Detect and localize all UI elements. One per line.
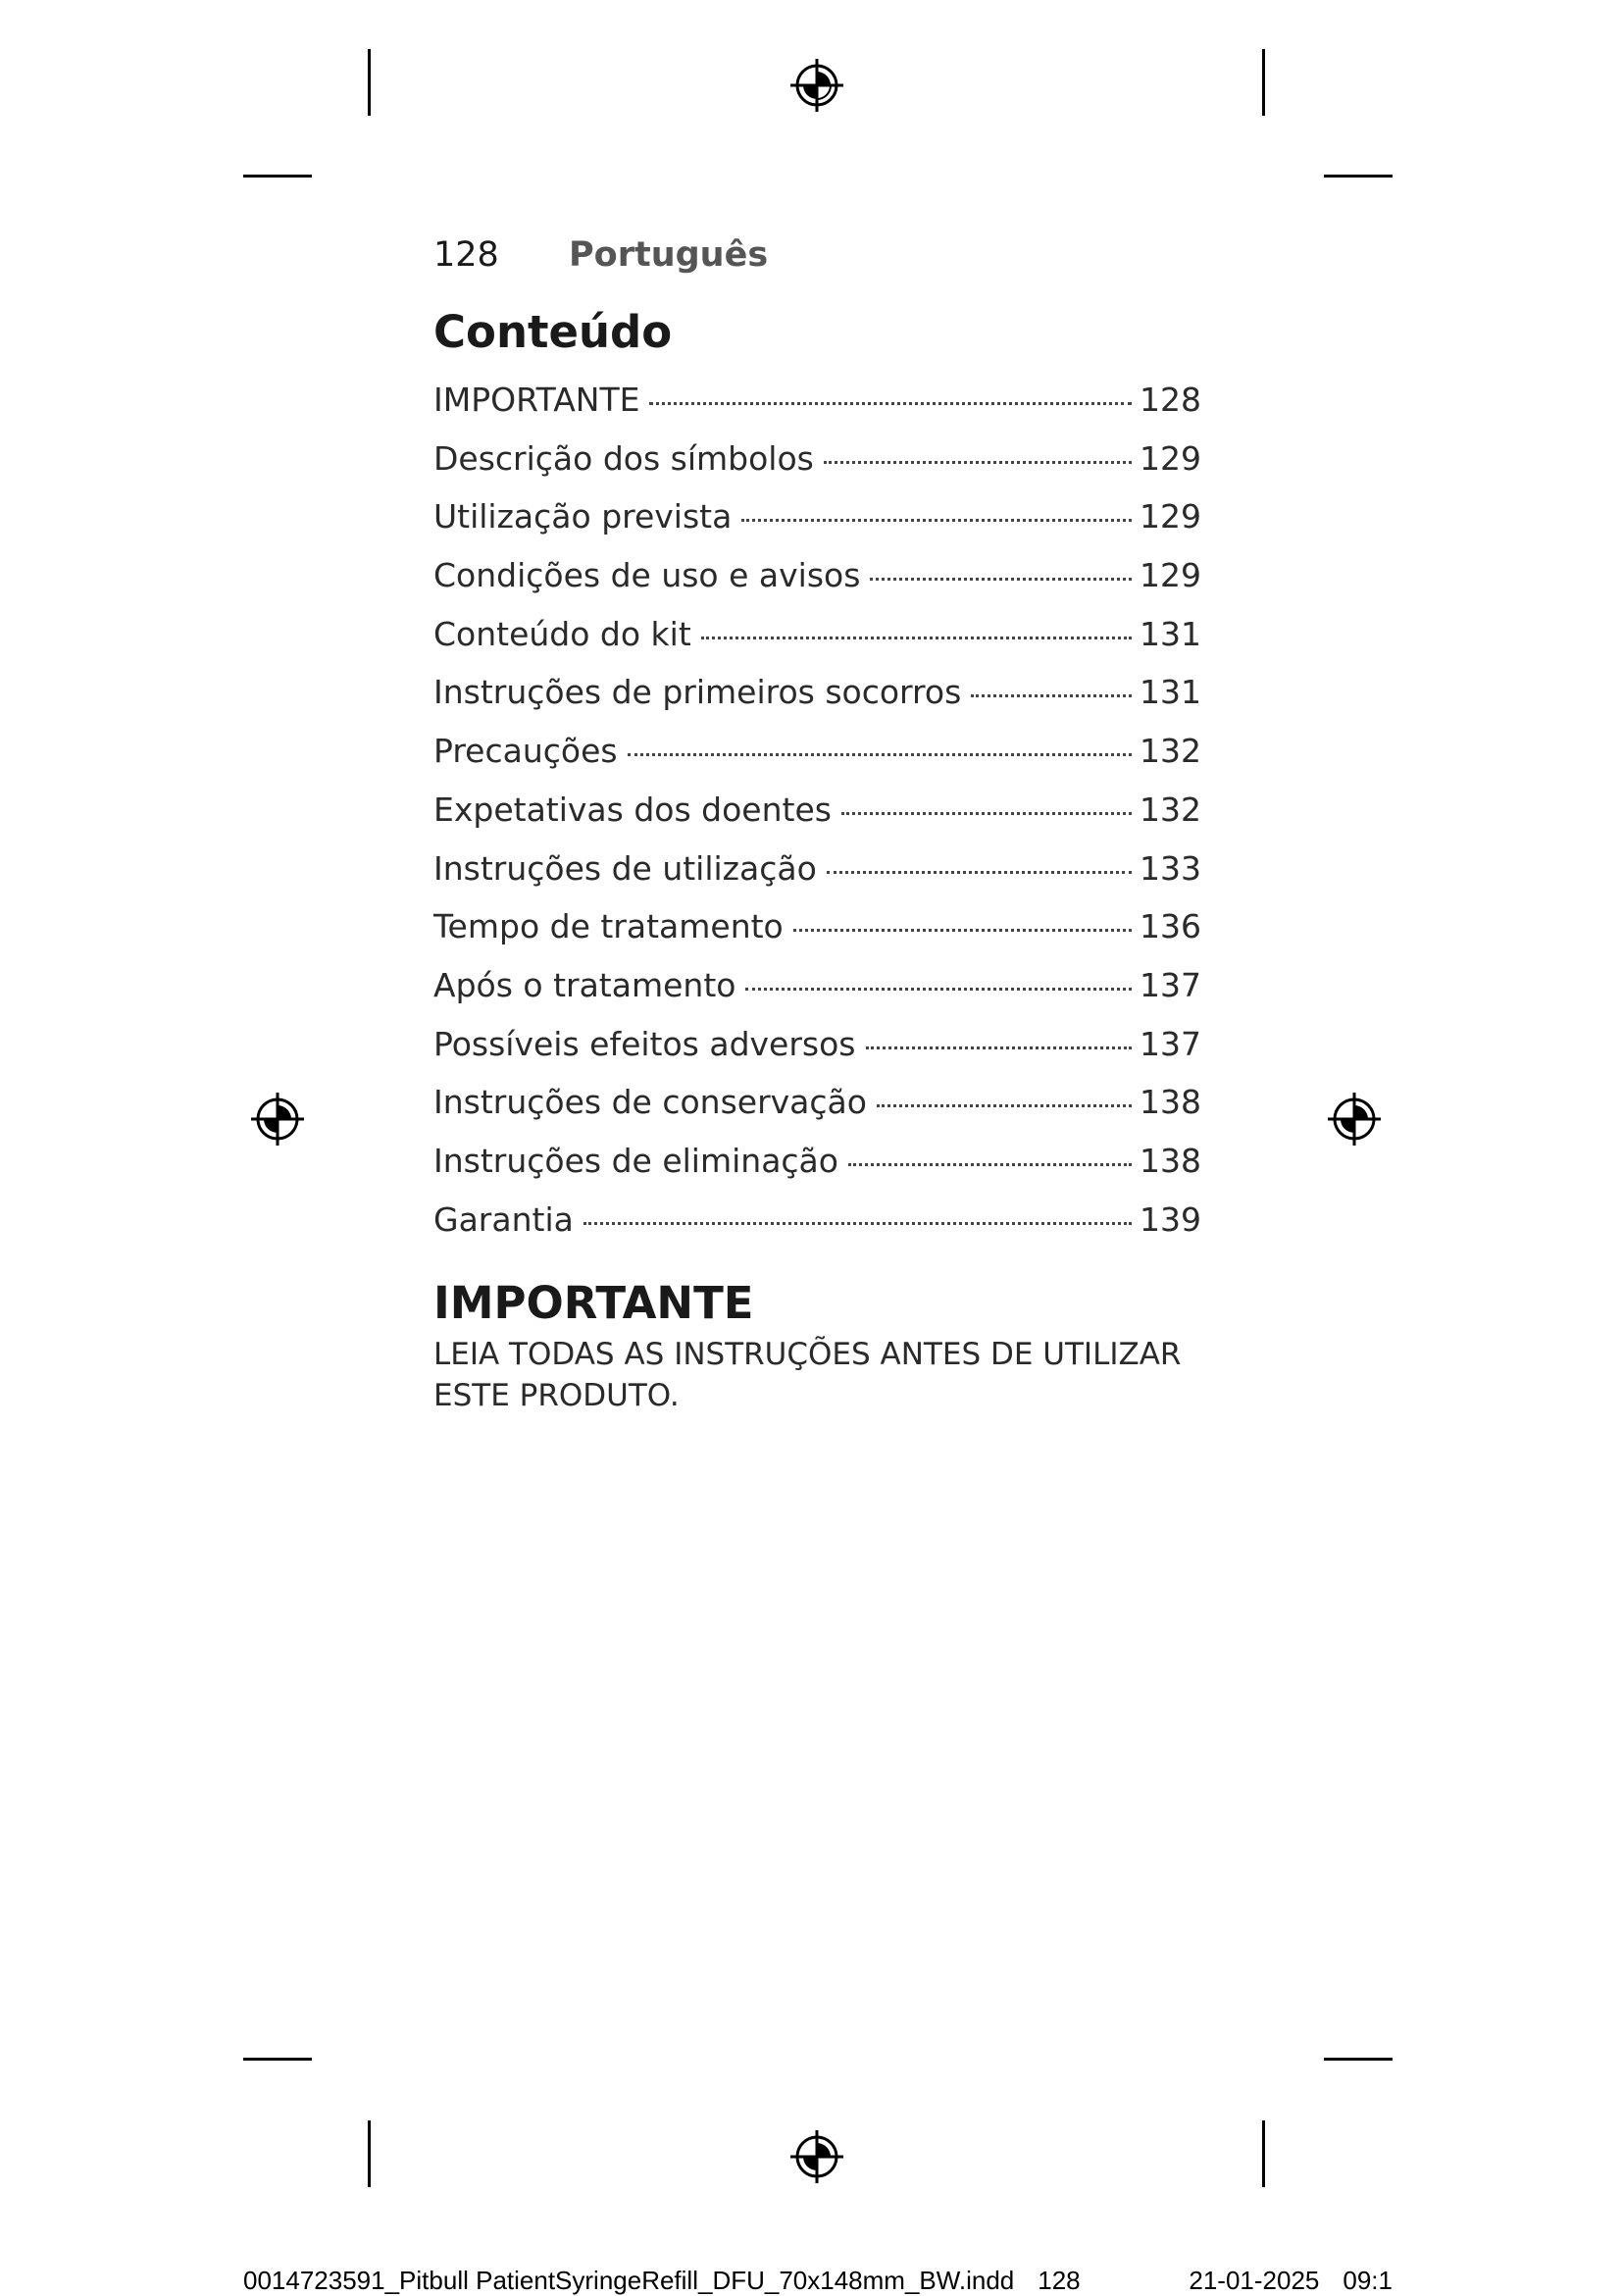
crop-mark-top-left-vertical [368, 49, 371, 116]
toc-leader-dots [741, 519, 1132, 522]
toc-leader-dots [827, 871, 1132, 874]
toc-entry [433, 673, 1201, 732]
toc-entry-page: 138 [1140, 1083, 1201, 1122]
toc-entry [433, 381, 1201, 439]
toc-leader-dots [701, 637, 1132, 639]
slug-date: 21-01-2025 [1189, 2266, 1320, 2295]
toc-entry [433, 907, 1201, 966]
toc-leader-dots [870, 578, 1132, 581]
toc-entry-page: 137 [1140, 1024, 1201, 1063]
table-of-contents [433, 381, 1201, 1258]
toc-entry [433, 965, 1201, 1025]
toc-leader-dots [824, 461, 1132, 464]
toc-leader-dots [848, 1163, 1132, 1166]
crop-mark-bottom-right-horizontal [1324, 2058, 1393, 2061]
toc-entry-label: Expetativas dos doentes [433, 790, 832, 829]
toc-entry [433, 1141, 1201, 1200]
toc-entry-label: Conteúdo do kit [433, 614, 691, 653]
important-heading: IMPORTANTE [433, 1277, 754, 1329]
toc-entry-page: 138 [1140, 1141, 1201, 1180]
language-label: Português [569, 235, 769, 275]
running-head [433, 235, 768, 275]
toc-entry [433, 1024, 1201, 1084]
toc-title: Conteúdo [433, 306, 673, 358]
toc-entry-page: 139 [1140, 1199, 1201, 1239]
toc-entry [433, 556, 1201, 615]
toc-leader-dots [583, 1222, 1132, 1225]
crop-mark-bottom-left-vertical [368, 2120, 371, 2187]
toc-leader-dots [628, 753, 1132, 756]
crop-mark-top-right-vertical [1262, 49, 1265, 116]
page-number: 128 [433, 235, 499, 275]
slug-filename: 0014723591_Pitbull PatientSyringeRefill_DFU_70x148mm_BW.indd [243, 2266, 1015, 2295]
toc-entry-label: Possíveis efeitos adversos [433, 1024, 856, 1063]
toc-leader-dots [745, 988, 1132, 991]
toc-leader-dots [649, 402, 1132, 405]
toc-entry-label: Garantia [433, 1199, 574, 1239]
important-notice: LEIA TODAS AS INSTRUÇÕES ANTES DE UTILIZAR ESTE PRODUTO. [433, 1337, 1182, 1413]
toc-leader-dots [877, 1104, 1132, 1107]
toc-entry [433, 438, 1201, 498]
registration-target-icon [249, 1091, 306, 1148]
crop-mark-bottom-right-vertical [1262, 2120, 1265, 2187]
toc-entry-page: 129 [1140, 497, 1201, 536]
toc-entry [433, 1199, 1201, 1259]
toc-entry-label: IMPORTANTE [433, 381, 640, 419]
toc-entry-page: 129 [1140, 438, 1201, 478]
crop-mark-top-right-horizontal [1324, 175, 1393, 178]
toc-entry-page: 131 [1140, 614, 1201, 653]
toc-leader-dots [866, 1046, 1133, 1049]
toc-entry [433, 732, 1201, 791]
toc-entry [433, 1083, 1201, 1142]
toc-entry-page: 132 [1140, 732, 1201, 771]
toc-entry-label: Utilização prevista [433, 497, 733, 536]
toc-entry-page: 129 [1140, 556, 1201, 595]
toc-entry-page: 131 [1140, 673, 1201, 712]
toc-entry-label: Instruções de eliminação [433, 1141, 838, 1180]
crop-mark-top-left-horizontal [243, 175, 312, 178]
toc-entry [433, 614, 1201, 674]
registration-target-icon [1326, 1091, 1383, 1148]
toc-leader-dots [971, 694, 1132, 697]
slug-page: 128 [1038, 2266, 1081, 2295]
toc-entry-page: 137 [1140, 965, 1201, 1004]
registration-target-icon [788, 57, 845, 114]
toc-entry-page: 133 [1140, 848, 1201, 888]
toc-entry-label: Tempo de tratamento [433, 907, 784, 946]
print-slug [243, 2266, 1393, 2296]
toc-entry-label: Instruções de conservação [433, 1083, 867, 1122]
registration-target-icon [788, 2128, 845, 2185]
toc-entry [433, 497, 1201, 556]
toc-entry-label: Instruções de utilização [433, 848, 817, 888]
crop-mark-bottom-left-horizontal [243, 2058, 312, 2061]
toc-entry-label: Descrição dos símbolos [433, 438, 814, 478]
toc-entry [433, 790, 1201, 849]
toc-entry-page: 136 [1140, 907, 1201, 946]
toc-leader-dots [841, 812, 1132, 815]
toc-entry-label: Instruções de primeiros socorros [433, 673, 962, 712]
toc-entry-page: 132 [1140, 790, 1201, 829]
toc-entry-page: 128 [1140, 381, 1201, 419]
toc-leader-dots [793, 929, 1132, 932]
slug-time: 09:1 [1343, 2266, 1393, 2295]
toc-entry-label: Condições de uso e avisos [433, 556, 861, 595]
toc-entry-label: Após o tratamento [433, 965, 736, 1004]
toc-entry [433, 848, 1201, 908]
toc-entry-label: Precauções [433, 732, 618, 771]
